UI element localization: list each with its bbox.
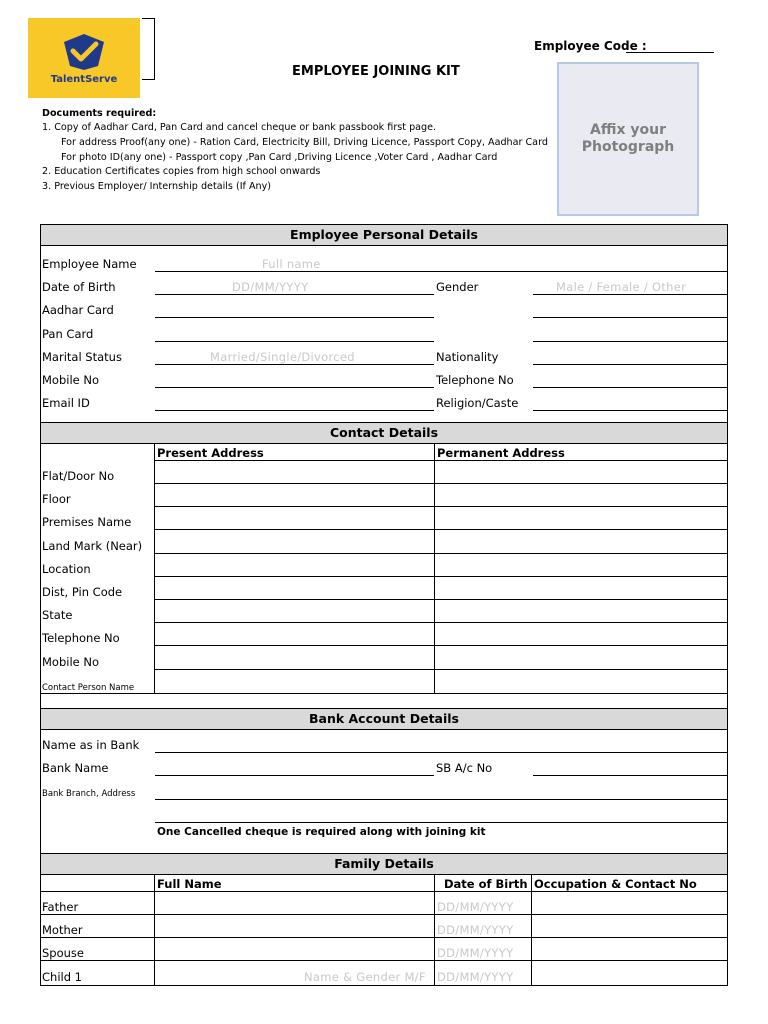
present-address-cell[interactable]: [155, 623, 434, 645]
marital-status-placeholder: Married/Single/Divorced: [210, 350, 355, 364]
family-dob-header: Date of Birth: [444, 877, 528, 891]
contact-row-line: [154, 645, 727, 646]
present-address-cell[interactable]: [155, 670, 434, 692]
nationality-field[interactable]: [533, 364, 727, 365]
present-address-cell[interactable]: [155, 507, 434, 529]
permanent-address-cell[interactable]: [435, 507, 727, 529]
family-occupation-header: Occupation & Contact No: [534, 877, 697, 891]
bank-name-field[interactable]: [155, 775, 434, 776]
contact-bottom-line: [41, 693, 727, 694]
present-address-cell[interactable]: [155, 461, 434, 483]
family-dob-placeholder[interactable]: DD/MM/YYYY: [437, 900, 514, 914]
documents-line: 1. Copy of Aadhar Card, Pan Card and cancel cheque or bank passbook first page.: [42, 122, 437, 133]
mobile-field[interactable]: [155, 387, 434, 388]
bank-branch-field-2[interactable]: [155, 822, 727, 823]
bank-name-label: Bank Name: [42, 761, 109, 775]
photo-text-line2: Photograph: [581, 139, 675, 155]
present-address-cell[interactable]: [155, 600, 434, 622]
present-address-cell[interactable]: [155, 647, 434, 669]
contact-row-label: Mobile No: [42, 655, 100, 669]
documents-line: For photo ID(any one) - Passport copy ,Pan Card ,Driving Licence ,Voter Card , Aadhar Card: [61, 152, 498, 163]
present-address-cell[interactable]: [155, 577, 434, 599]
family-dob-placeholder[interactable]: DD/MM/YYYY: [437, 970, 514, 984]
family-dob-placeholder[interactable]: DD/MM/YYYY: [437, 923, 514, 937]
permanent-address-cell[interactable]: [435, 554, 727, 576]
family-name-cell[interactable]: [155, 915, 434, 937]
pan-label: Pan Card: [42, 327, 94, 341]
documents-line: 3. Previous Employer/ Internship details (If Any): [42, 181, 272, 192]
family-row-line: [41, 960, 727, 961]
family-dob-placeholder[interactable]: DD/MM/YYYY: [437, 946, 514, 960]
section-bank-details: Bank Account Details: [41, 708, 727, 730]
bank-branch-field[interactable]: [155, 799, 727, 800]
sb-ac-field[interactable]: [533, 775, 727, 776]
aadhar-label: Aadhar Card: [42, 303, 114, 317]
cheque-note: One Cancelled cheque is required along with joining kit: [157, 826, 486, 838]
employee-name-field[interactable]: [155, 271, 727, 272]
contact-row-label: Contact Person Name: [42, 683, 135, 693]
marital-status-label: Marital Status: [42, 350, 122, 364]
dob-label: Date of Birth: [42, 280, 116, 294]
marital-status-field[interactable]: [155, 364, 434, 365]
section-family-details: Family Details: [41, 853, 727, 875]
permanent-address-cell[interactable]: [435, 623, 727, 645]
name-in-bank-field[interactable]: [155, 752, 727, 753]
pan-field[interactable]: [155, 341, 434, 342]
present-address-cell[interactable]: [155, 531, 434, 553]
present-address-cell[interactable]: [155, 484, 434, 506]
dob-placeholder: DD/MM/YYYY: [232, 280, 309, 294]
sb-ac-label: SB A/c No: [436, 761, 493, 775]
permanent-address-cell[interactable]: [435, 484, 727, 506]
family-member-label: Spouse: [42, 946, 84, 960]
family-name-cell[interactable]: [155, 938, 434, 960]
family-occupation-cell[interactable]: [532, 962, 727, 984]
present-address-header: Present Address: [157, 446, 264, 460]
gender-label: Gender: [436, 280, 479, 294]
religion-label: Religion/Caste: [436, 396, 519, 410]
family-occupation-cell[interactable]: [532, 938, 727, 960]
photo-box[interactable]: [557, 62, 699, 216]
permanent-address-cell[interactable]: [435, 670, 727, 692]
contact-row-label: Flat/Door No: [42, 469, 115, 483]
aadhar-right-field[interactable]: [533, 317, 727, 318]
contact-row-label: Dist, Pin Code: [42, 585, 123, 599]
child-name-gender-placeholder: Name & Gender M/F: [304, 970, 426, 984]
present-address-cell[interactable]: [155, 554, 434, 576]
page-title: EMPLOYEE JOINING KIT: [292, 64, 460, 79]
permanent-address-cell[interactable]: [435, 531, 727, 553]
email-label: Email ID: [42, 396, 90, 410]
family-occupation-cell[interactable]: [532, 915, 727, 937]
permanent-address-cell[interactable]: [435, 600, 727, 622]
documents-heading: Documents required:: [42, 108, 157, 119]
family-member-label: Mother: [42, 923, 83, 937]
mobile-label: Mobile No: [42, 373, 100, 387]
permanent-address-cell[interactable]: [435, 577, 727, 599]
documents-line: 2. Education Certificates copies from high school onwards: [42, 166, 321, 177]
contact-row-label: State: [42, 608, 73, 622]
dob-field[interactable]: [155, 294, 434, 295]
email-field[interactable]: [155, 410, 434, 411]
permanent-address-cell[interactable]: [435, 461, 727, 483]
contact-row-label: Floor: [42, 492, 71, 506]
telephone-label: Telephone No: [436, 373, 514, 387]
pan-right-field[interactable]: [533, 341, 727, 342]
religion-field[interactable]: [533, 410, 727, 411]
documents-line: For address Proof(any one) - Ration Card, Electricity Bill, Driving Licence, Passport Copy, Aadhar Card: [61, 137, 548, 148]
gender-placeholder: Male / Female / Other: [556, 280, 687, 294]
family-member-label: Father: [42, 900, 79, 914]
contact-row-label: Telephone No: [42, 631, 120, 645]
employee-name-label: Employee Name: [42, 257, 137, 271]
checkmark-shield-icon: [60, 32, 108, 72]
family-member-label: Child 1: [42, 970, 82, 984]
section-personal-details: Employee Personal Details: [41, 224, 727, 246]
name-in-bank-label: Name as in Bank: [42, 738, 140, 752]
family-name-cell[interactable]: [155, 892, 434, 914]
logo-text: TalentServe: [50, 74, 118, 85]
contact-row-label: Location: [42, 562, 91, 576]
bank-branch-label: Bank Branch, Address: [42, 789, 136, 799]
gender-field[interactable]: [533, 294, 727, 295]
contact-row-line: [154, 529, 727, 530]
family-full-name-header: Full Name: [157, 877, 222, 891]
permanent-address-header: Permanent Address: [437, 446, 565, 460]
section-contact-details: Contact Details: [41, 422, 727, 444]
aadhar-field[interactable]: [155, 317, 434, 318]
company-logo: [28, 18, 140, 98]
nationality-label: Nationality: [436, 350, 499, 364]
contact-row-label: Premises Name: [42, 515, 132, 529]
permanent-address-cell[interactable]: [435, 647, 727, 669]
telephone-field[interactable]: [533, 387, 727, 388]
employee-name-placeholder: Full name: [262, 257, 321, 271]
logo-bracket: [142, 18, 155, 80]
photo-text-line1: Affix your: [590, 122, 666, 138]
contact-row-label: Land Mark (Near): [42, 539, 143, 553]
family-occupation-cell[interactable]: [532, 892, 727, 914]
employee-code-label: Employee Code :: [534, 39, 647, 53]
employee-code-field[interactable]: [626, 52, 714, 53]
